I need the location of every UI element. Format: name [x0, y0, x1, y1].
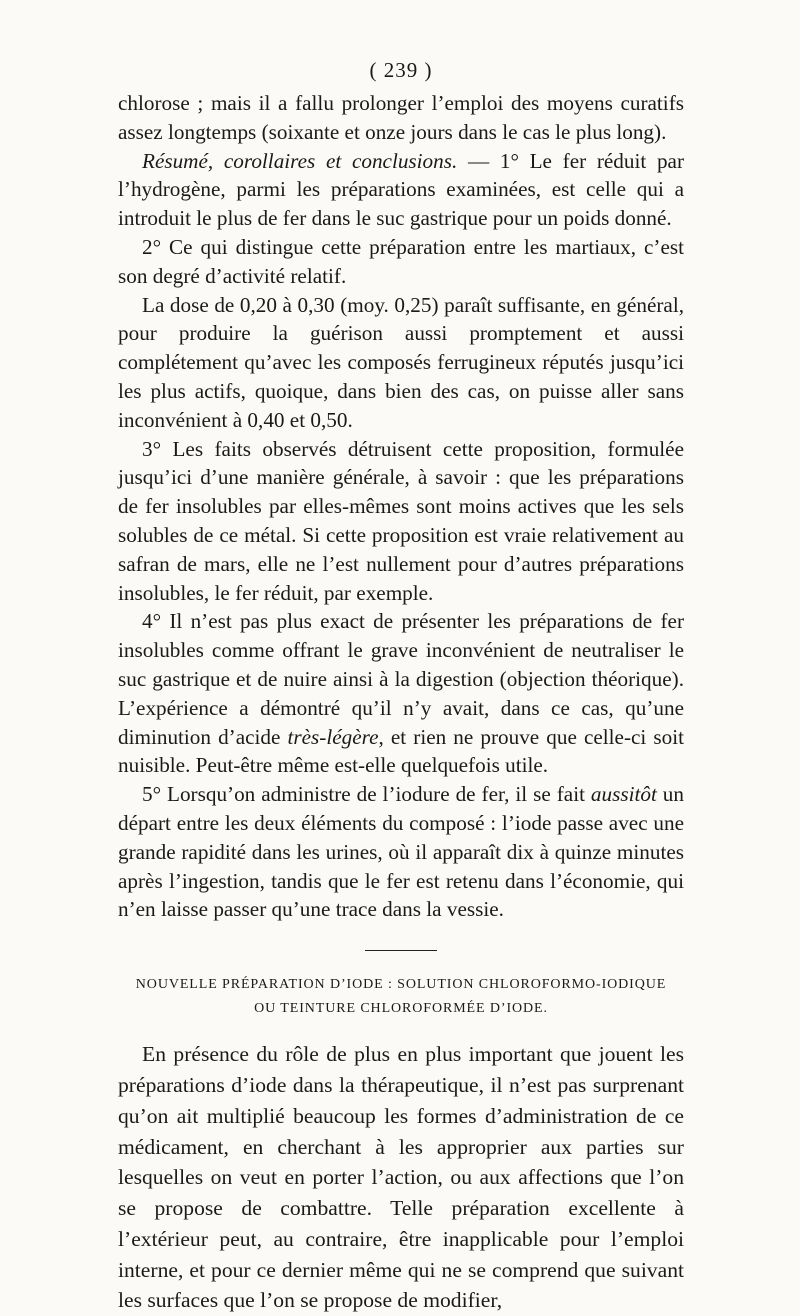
section-divider — [365, 950, 437, 951]
paragraph-point-2 — [118, 233, 684, 291]
italic-text: aussitôt — [590, 782, 657, 807]
paragraph-point-4 — [118, 607, 684, 780]
paragraph-point-5 — [118, 780, 684, 924]
text-run: 4° Il n’est pas plus exact de présenter les préparations de fer insolubles comme offrant le grave inconvénient de neutraliser le suc gastrique et de nuire ainsi à la digestion (objection théorique). L’expérience a démontré qu’il n’y avait, dans ce cas, qu’une diminution d’acide — [118, 609, 684, 749]
body-text — [118, 89, 684, 924]
paragraph-resume — [118, 147, 684, 233]
text-run: 5° Lorsqu’on administre de l’iodure de fer, il se fait — [142, 782, 591, 807]
section-heading — [118, 973, 684, 1021]
paragraph-point-3 — [118, 435, 684, 608]
section-heading-line-2: OU TEINTURE CHLOROFORMÉE D’IODE. — [254, 1001, 548, 1017]
section-heading-line-1: NOUVELLE PRÉPARATION D’IODE : SOLUTION CHLOROFORMO-IODIQUE — [135, 977, 667, 993]
text-run: , et rien ne prouve que celle-ci soit nuisible. Peut-être même est-elle quelquefois utile. — [118, 724, 684, 778]
text-run: un départ entre les deux éléments du composé : l’iode passe avec une grande rapidité dans les urines, où il apparaît dix à quinze minutes après l’ingestion, tandis que le fer est retenu dans l’économie, qui n’en laisse passer qu’une trace dans la vessie. — [118, 782, 684, 922]
text-run: — 1° Le fer réduit par l’hydrogène, parmi les préparations examinées, est celle qui a introduit le plus de fer dans le suc gastrique pour un poids donné. — [118, 148, 685, 231]
italic-text: très-légère — [287, 724, 379, 749]
paragraph-continuation — [118, 89, 684, 147]
paragraph-dose — [118, 291, 684, 435]
italic-text: Résumé, corollaires et conclusions. — [142, 148, 458, 173]
text-run: La dose de 0,20 à 0,30 (moy. 0,25) paraît suffisante, en général, pour produire la guérison aussi promptement et aussi complétement qu’avec les composés ferrugineux réputés jusqu’ici les plus actifs, quoique, dans bien des cas, on puisse aller sans inconvénient à 0,40 et 0,50. — [118, 292, 684, 432]
text-run: chlorose ; mais il a fallu prolonger l’emploi des moyens curatifs assez longtemps (soixante et onze jours dans le cas le plus long). — [118, 91, 684, 144]
text-run: 3° Les faits observés détruisent cette proposition, formulée jusqu’ici d’une manière générale, à savoir : que les préparations de fer insolubles par elles-mêmes sont moins actives que les sels solubles de ce métal. Si cette proposition est vraie relativement au safran de mars, elle ne l’est nullement pour d’autres préparations insolubles, le fer réduit, par exemple. — [118, 436, 684, 605]
text-run: 2° Ce qui distingue cette préparation entre les martiaux, c’est son degré d’activité relatif. — [118, 234, 684, 288]
page-number: ( 239 ) — [369, 58, 433, 82]
section-paragraph: En présence du rôle de plus en plus important que jouent les préparations d’iode dans la thérapeutique, il n’est pas surprenant qu’on ait multiplié beaucoup les formes d’administration de ce médicament, en cherchant à les approprier aux parties sur lesquelles on veut en porter l’action, ou aux affections que l’on se propose de combattre. Telle préparation excellente à l’extérieur peut, au contraire, être inapplicable pour l’emploi interne, et pour ce dernier même qui ne se comprend que suivant les surfaces que l’on se propose de modifier, — [118, 1042, 684, 1313]
